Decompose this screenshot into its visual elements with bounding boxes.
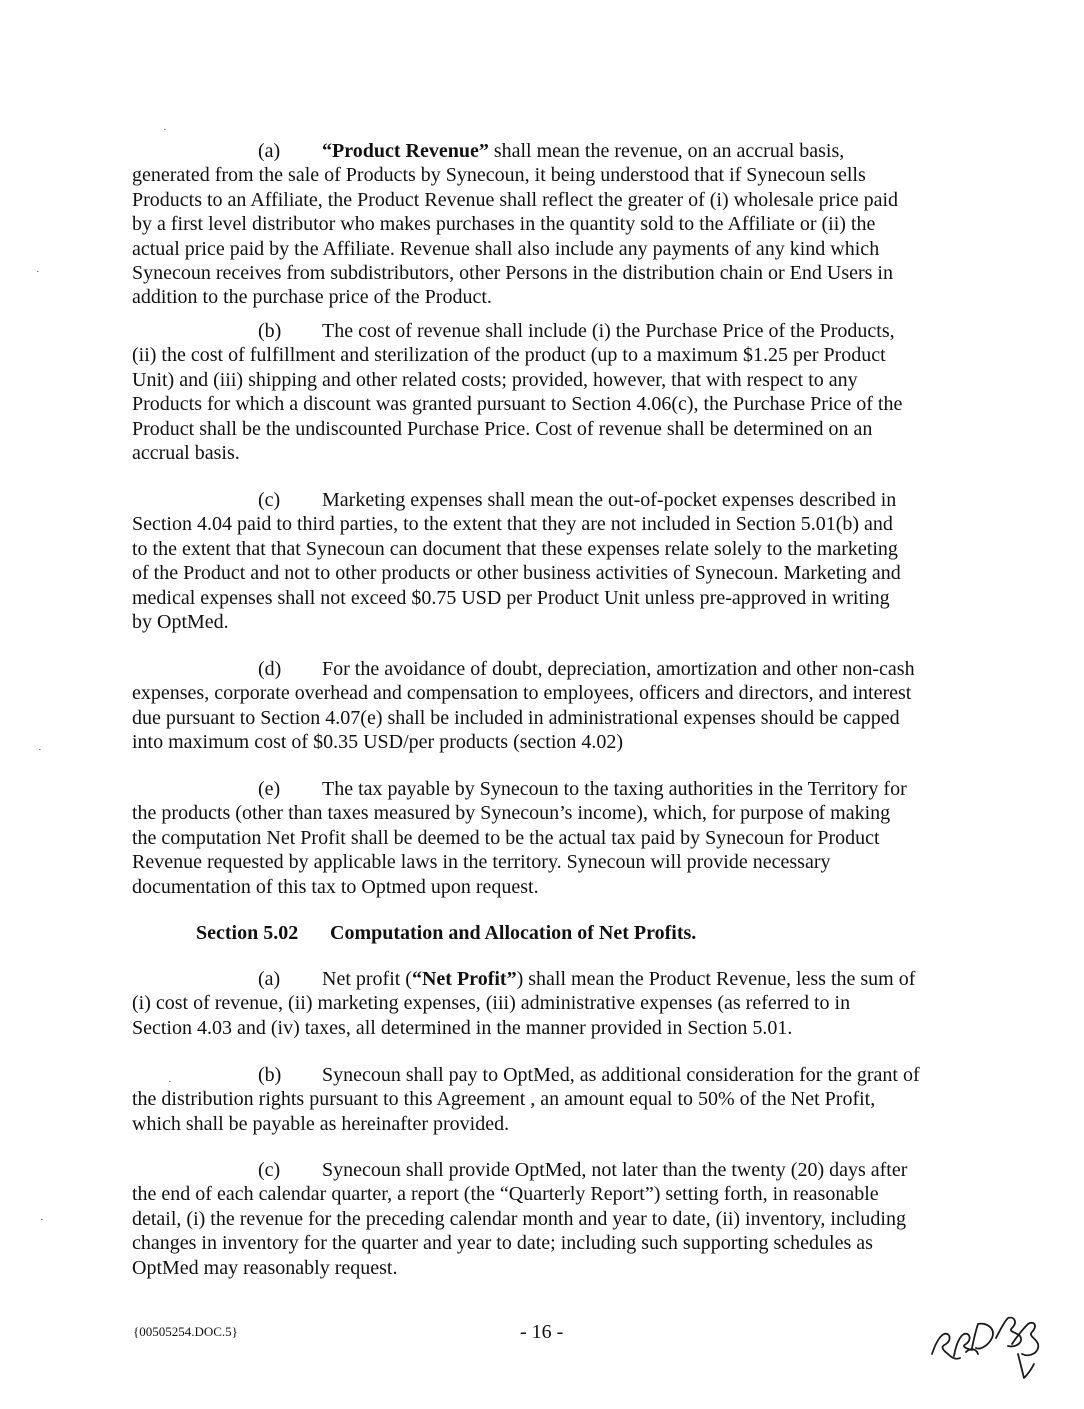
paragraph-label: (a)	[258, 140, 281, 162]
paragraph-label: (e)	[258, 778, 281, 800]
paragraph-text: Marketing expenses shall mean the out-of-pocket expenses described in Section 4.04 paid to third parties, to the extent that they are not included in Section 5.01(b) and to the extent that that Synecoun can document that these expenses relate solely to the marketing of the Product and not to other products or other business activities of Synecoun. Marketing and medical expenses shall not exceed $0.75 USD per Product Unit unless pre-approved in writing by OptMed.	[132, 489, 901, 634]
page-number: - 16 -	[520, 1321, 564, 1343]
scan-speck: ·	[168, 1076, 172, 1088]
section-number: Section 5.02	[196, 922, 299, 944]
paragraph-a-product-revenue	[132, 139, 970, 310]
paragraph-text: Synecoun shall pay to OptMed, as additional consideration for the grant of the distribution rights pursuant to this Agreement , an amount equal to 50% of the Net Profit, which shall be payable as hereinafter provided.	[132, 1064, 920, 1135]
paragraph-text: Synecoun shall provide OptMed, not later than the twenty (20) days after the end of each calendar quarter, a report (the “Quarterly Report”) setting forth, in reasonable detail, (i) the revenue for the preceding calendar month and year to date, (ii) inventory, including changes in inventory for the quarter and year to date; including such supporting schedules as OptMed may reasonably request.	[132, 1159, 908, 1279]
paragraph-e-tax	[132, 777, 970, 899]
section-heading	[196, 921, 696, 945]
paragraph-c-marketing	[132, 488, 970, 634]
paragraph-label: (c)	[258, 1159, 281, 1181]
document-id: {00505254.DOC.5}	[133, 1324, 238, 1339]
paragraph-d-avoidance	[132, 657, 970, 755]
paragraph-text: The cost of revenue shall include (i) the Purchase Price of the Products, (ii) the cost of fulfillment and sterilization of the product (up to a maximum $1.25 per Product Unit) and (iii) shipping and other related costs; provided, however, that with respect to any Products for which a discount was granted pursuant to Section 4.06(c), the Purchase Price of the Product shall be the undiscounted Purchase Price. Cost of revenue shall be determined on an accrual basis.	[132, 320, 903, 465]
section-paragraph-a-net-profit	[132, 967, 970, 1040]
scan-speck: ·	[36, 266, 40, 278]
paragraph-text: ) shall mean the Product Revenue, less the sum of (i) cost of revenue, (ii) marketing expenses, (iii) administrative expenses (as referred to in Section 4.03 and (iv) taxes, all determined in the manner provided in Section 5.01.	[132, 968, 916, 1039]
section-title: Computation and Allocation of Net Profits.	[330, 922, 697, 944]
paragraph-prefix: Net profit (	[322, 968, 412, 990]
paragraph-label: (a)	[258, 968, 281, 990]
handwritten-initials-signature	[926, 1308, 1044, 1384]
defined-term: “Net Profit”	[411, 968, 517, 990]
paragraph-text: The tax payable by Synecoun to the taxing authorities in the Territory for the products (other than taxes measured by Synecoun’s income), which, for purpose of making the computation Net Profit shall be deemed to be the actual tax paid by Synecoun for Product Revenue requested by applicable laws in the territory. Synecoun will provide necessary documentation of this tax to Optmed upon request.	[132, 778, 907, 898]
scan-speck: ·	[38, 744, 42, 756]
scan-speck: ·	[163, 124, 167, 136]
defined-term: “Product Revenue”	[322, 140, 489, 162]
paragraph-b-cost-of-revenue	[132, 319, 970, 465]
section-paragraph-b-pay-optmed	[132, 1063, 970, 1136]
paragraph-label: (c)	[258, 489, 281, 511]
paragraph-text: shall mean the revenue, on an accrual basis, generated from the sale of Products by Synecoun, it being understood that if Synecoun sells Products to an Affiliate, the Product Revenue shall reflect the greater of (i) wholesale price paid by a first level distributor who makes purchases in the quantity sold to the Affiliate or (ii) the actual price paid by the Affiliate. Revenue shall also include any payments of any kind which Synecoun receives from subdistributors, other Persons in the distribution chain or End Users in addition to the purchase price of the Product.	[132, 140, 899, 309]
paragraph-label: (b)	[258, 1064, 282, 1086]
scan-speck: ·	[40, 1214, 44, 1226]
paragraph-label: (b)	[258, 320, 282, 342]
paragraph-label: (d)	[258, 658, 282, 680]
paragraph-text: For the avoidance of doubt, depreciation, amortization and other non-cash expenses, corporate overhead and compensation to employees, officers and directors, and interest due pursuant to Section 4.07(e) shall be included in administrational expenses should be capped into maximum cost of $0.35 USD/per products (section 4.02)	[132, 658, 915, 754]
section-paragraph-c-quarterly-report	[132, 1158, 970, 1280]
